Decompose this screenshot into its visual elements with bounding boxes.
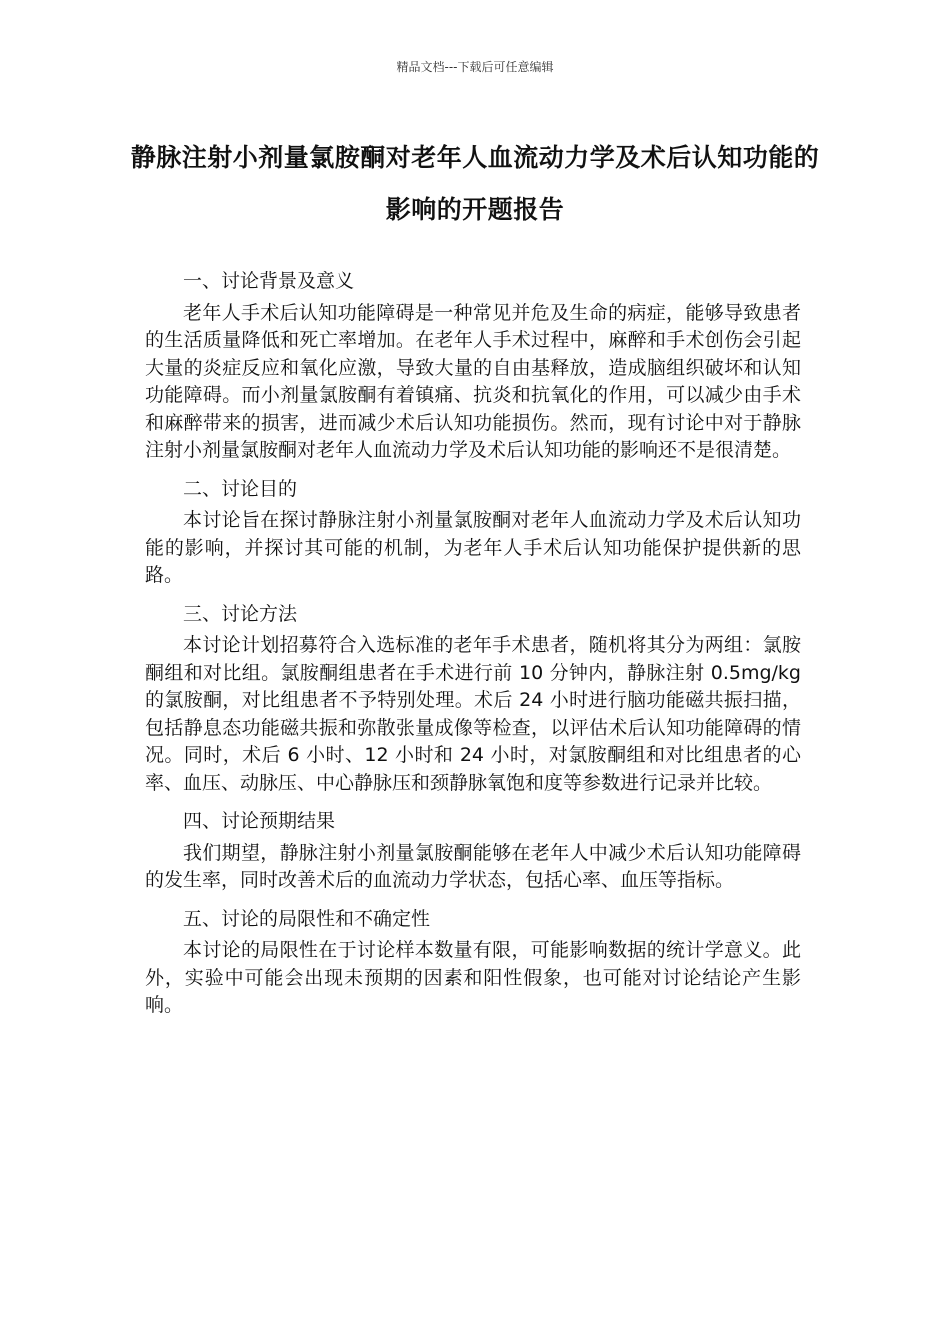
section-purpose	[145, 476, 801, 590]
document-title: 静脉注射小剂量氯胺酮对老年人血流动力学及术后认知功能的影响的开题报告	[130, 143, 820, 224]
section-background	[145, 268, 801, 465]
section-paragraph: 老年人手术后认知功能障碍是一种常见并危及生命的病症，能够导致患者的生活质量降低和死亡率增加。在老年人手术过程中，麻醉和手术创伤会引起大量的炎症反应和氧化应激，导致大量的自由基释放，造成脑组织破坏和认知功能障碍。而小剂量氯胺酮有着镇痛、抗炎和抗氧化的作用，可以减少由手术和麻醉带来的损害，进而减少术后认知功能损伤。然而，现有讨论中对于静脉注射小剂量氯胺酮对老年人血流动力学及术后认知功能的影响还不是很清楚。	[145, 301, 801, 461]
header-note: 精品文档---下载后可任意编辑	[396, 60, 554, 74]
section-paragraph: 我们期望，静脉注射小剂量氯胺酮能够在老年人中减少术后认知功能障碍的发生率，同时改善术后的血流动力学状态，包括心率、血压等指标。	[145, 841, 801, 891]
section-heading: 四、讨论预期结果	[183, 810, 336, 832]
section-heading: 二、讨论目的	[183, 477, 298, 500]
section-heading: 一、讨论背景及意义	[183, 270, 355, 292]
document-body	[145, 268, 801, 1031]
section-expected-results	[145, 808, 801, 895]
section-paragraph: 本讨论旨在探讨静脉注射小剂量氯胺酮对老年人血流动力学及术后认知功能的影响，并探讨其可能的机制，为老年人手术后认知功能保护提供新的思路。	[145, 509, 801, 586]
section-paragraph: 本讨论计划招募符合入选标准的老年手术患者，随机将其分为两组：氯胺酮组和对比组。氯胺酮组患者在手术进行前 10 分钟内，静脉注射 0.5mg/kg 的氯胺酮，对比组患者不予特别处理。术后 24 小时进行脑功能磁共振扫描，包括静息态功能磁共振和弥散张量成像等检查，以评估术后认知功能障碍的情况。同时，术后 6 小时、12 小时和 24 小时，对氯胺酮组和对比组患者的心率、血压、动脉压、中心静脉压和颈静脉氧饱和度等参数进行记录并比较。	[145, 634, 801, 794]
section-paragraph: 本讨论的局限性在于讨论样本数量有限，可能影响数据的统计学意义。此外，实验中可能会出现未预期的因素和阳性假象，也可能对讨论结论产生影响。	[145, 939, 801, 1016]
section-heading: 五、讨论的局限性和不确定性	[183, 907, 431, 930]
section-limitations	[145, 906, 801, 1020]
section-method	[145, 601, 801, 798]
section-heading: 三、讨论方法	[183, 602, 298, 625]
